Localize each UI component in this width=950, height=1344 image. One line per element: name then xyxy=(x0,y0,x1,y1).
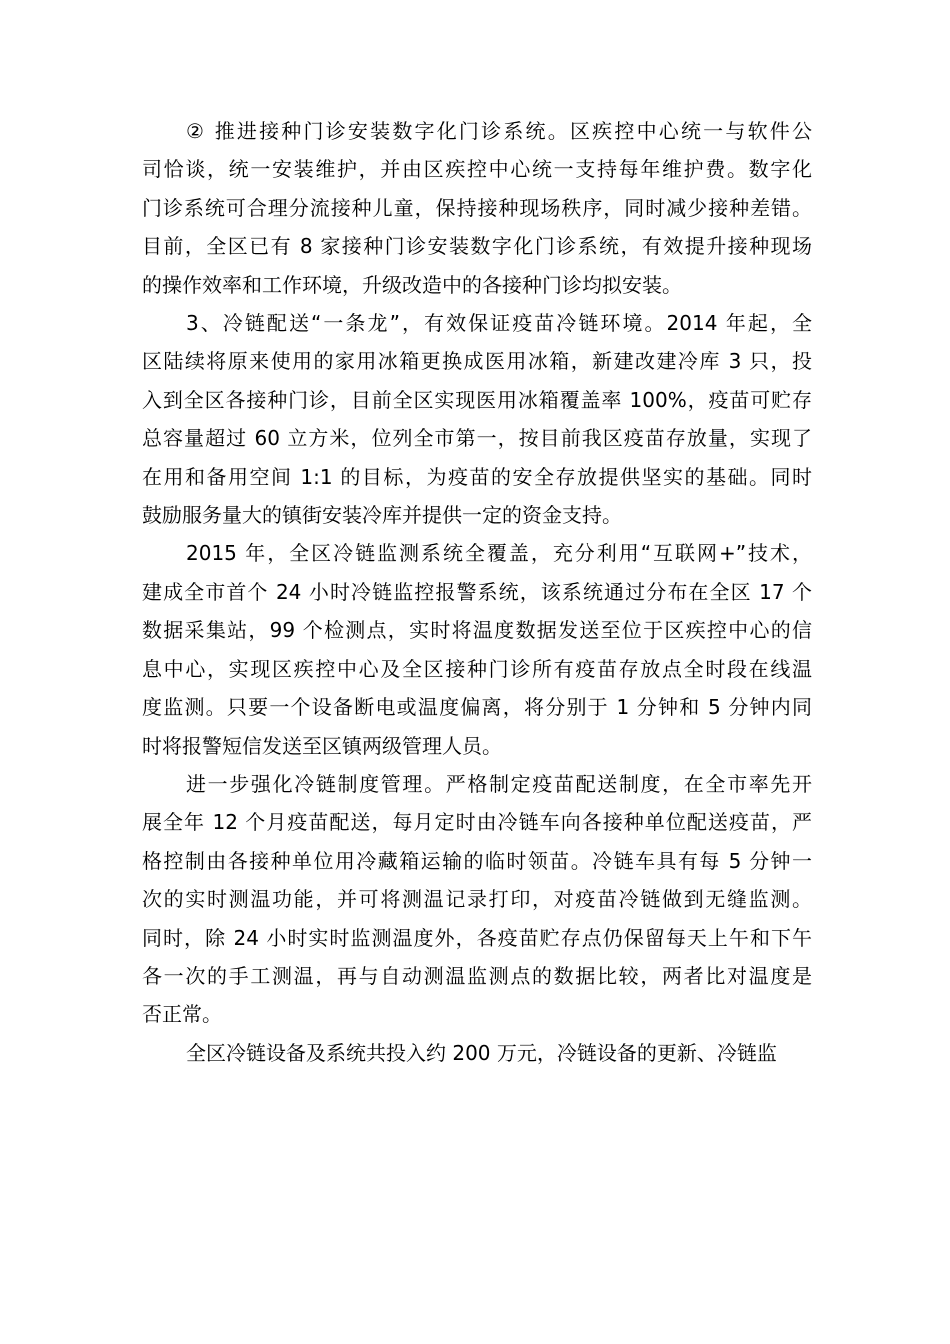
text-line: 展全年 12 个月疫苗配送，每月定时由冷链车向各接种单位配送疫苗，严 xyxy=(142,810,812,835)
text-line: 次的实时测温功能，并可将测温记录打印，对疫苗冷链做到无缝监测。 xyxy=(142,887,812,912)
text-line: 门诊系统可合理分流接种儿童，保持接种现场秩序，同时减少接种差错。 xyxy=(142,195,812,220)
paragraph-monitoring-2015 xyxy=(142,534,812,764)
paragraph-cold-chain xyxy=(142,304,812,534)
text-line: 同时，除 24 小时实时监测温度外，各疫苗贮存点仍保留每天上午和下午 xyxy=(142,925,812,950)
paragraph-investment xyxy=(142,1034,812,1072)
text-line: 数据采集站，99 个检测点，实时将温度数据发送至位于区疾控中心的信 xyxy=(142,618,812,643)
text-line: 总容量超过 60 立方米，位列全市第一，按目前我区疫苗存放量，实现了 xyxy=(142,426,812,451)
text-line: 否正常。 xyxy=(142,1002,222,1027)
text-line: 入到全区各接种门诊，目前全区实现医用冰箱覆盖率 100%，疫苗可贮存 xyxy=(142,387,812,412)
text-line: 的操作效率和工作环境，升级改造中的各接种门诊均拟安装。 xyxy=(142,272,682,297)
text-line: 2015 年，全区冷链监测系统全覆盖，充分利用“互联网+”技术， xyxy=(186,541,812,566)
text-line: 格控制由各接种单位用冷藏箱运输的临时领苗。冷链车具有每 5 分钟一 xyxy=(142,848,812,873)
text-line: 息中心，实现区疾控中心及全区接种门诊所有疫苗存放点全时段在线温 xyxy=(142,656,812,681)
text-line: 度监测。只要一个设备断电或温度偏离，将分别于 1 分钟和 5 分钟内同 xyxy=(142,695,812,720)
text-line: 鼓励服务量大的镇街安装冷库并提供一定的资金支持。 xyxy=(142,503,622,528)
text-line: 3、冷链配送“一条龙”，有效保证疫苗冷链环境。2014 年起，全 xyxy=(186,311,812,336)
text-line: 在用和备用空间 1:1 的目标，为疫苗的安全存放提供坚实的基础。同时 xyxy=(142,464,812,489)
text-line: 时将报警短信发送至区镇两级管理人员。 xyxy=(142,733,502,758)
text-line: 各一次的手工测温，再与自动测温监测点的数据比较，两者比对温度是 xyxy=(142,963,812,988)
text-line: 进一步强化冷链制度管理。严格制定疫苗配送制度，在全市率先开 xyxy=(186,771,812,796)
document-body xyxy=(142,112,812,1072)
paragraph-management xyxy=(142,765,812,1034)
text-line: 建成全市首个 24 小时冷链监控报警系统，该系统通过分布在全区 17 个 xyxy=(142,579,812,604)
paragraph-para-2 xyxy=(142,112,812,304)
text-line: ② 推进接种门诊安装数字化门诊系统。区疾控中心统一与软件公 xyxy=(186,119,812,143)
text-line: 目前，全区已有 8 家接种门诊安装数字化门诊系统，有效提升接种现场 xyxy=(142,234,812,259)
text-line: 司恰谈，统一安装维护，并由区疾控中心统一支持每年维护费。数字化 xyxy=(142,157,812,182)
text-line: 全区冷链设备及系统共投入约 200 万元，冷链设备的更新、冷链监 xyxy=(186,1040,777,1065)
text-line: 区陆续将原来使用的家用冰箱更换成医用冰箱，新建改建冷库 3 只，投 xyxy=(142,349,812,374)
